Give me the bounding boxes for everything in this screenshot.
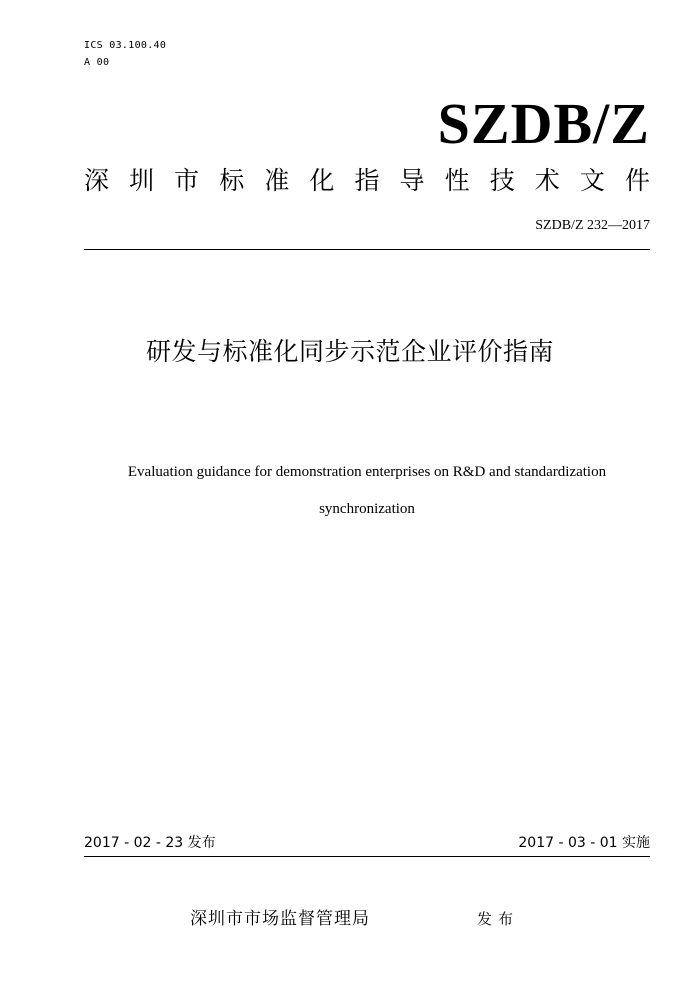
document-type-char: 术 bbox=[534, 166, 560, 195]
issue-date: 2017 - 02 - 23 发布 bbox=[84, 835, 216, 851]
standard-code-mark: SZDB/Z bbox=[437, 91, 650, 156]
english-title-line-2: synchronization bbox=[319, 501, 415, 517]
ics-code: ICS 03.100.40 bbox=[84, 40, 167, 51]
category-code: A 00 bbox=[84, 57, 110, 68]
document-type-char: 文 bbox=[579, 166, 605, 195]
document-type-char: 性 bbox=[444, 166, 470, 195]
document-type-char: 准 bbox=[264, 166, 290, 195]
document-type-char: 深 bbox=[84, 166, 110, 195]
document-type-char: 化 bbox=[309, 166, 335, 195]
english-title bbox=[84, 454, 650, 528]
bottom-divider bbox=[84, 856, 650, 857]
document-type-char: 技 bbox=[489, 166, 515, 195]
standard-number: SZDB/Z 232—2017 bbox=[535, 218, 650, 233]
top-divider bbox=[84, 249, 650, 250]
classification-block bbox=[84, 37, 166, 71]
document-type-char: 市 bbox=[174, 166, 200, 195]
issuing-authority: 深圳市市场监督管理局 bbox=[190, 909, 370, 929]
document-type-char: 件 bbox=[624, 166, 650, 195]
document-type-char: 标 bbox=[219, 166, 245, 195]
document-type-char: 导 bbox=[399, 166, 425, 195]
document-type-title bbox=[84, 164, 650, 198]
document-type-char: 圳 bbox=[129, 166, 155, 195]
english-title-line-1: Evaluation guidance for demonstration enterprises on R&D and standardization bbox=[127, 464, 607, 480]
issue-label: 发布 bbox=[477, 910, 520, 928]
implementation-date: 2017 - 03 - 01 实施 bbox=[518, 835, 650, 851]
chinese-title: 研发与标准化同步示范企业评价指南 bbox=[145, 337, 554, 366]
document-type-char: 指 bbox=[354, 166, 380, 195]
